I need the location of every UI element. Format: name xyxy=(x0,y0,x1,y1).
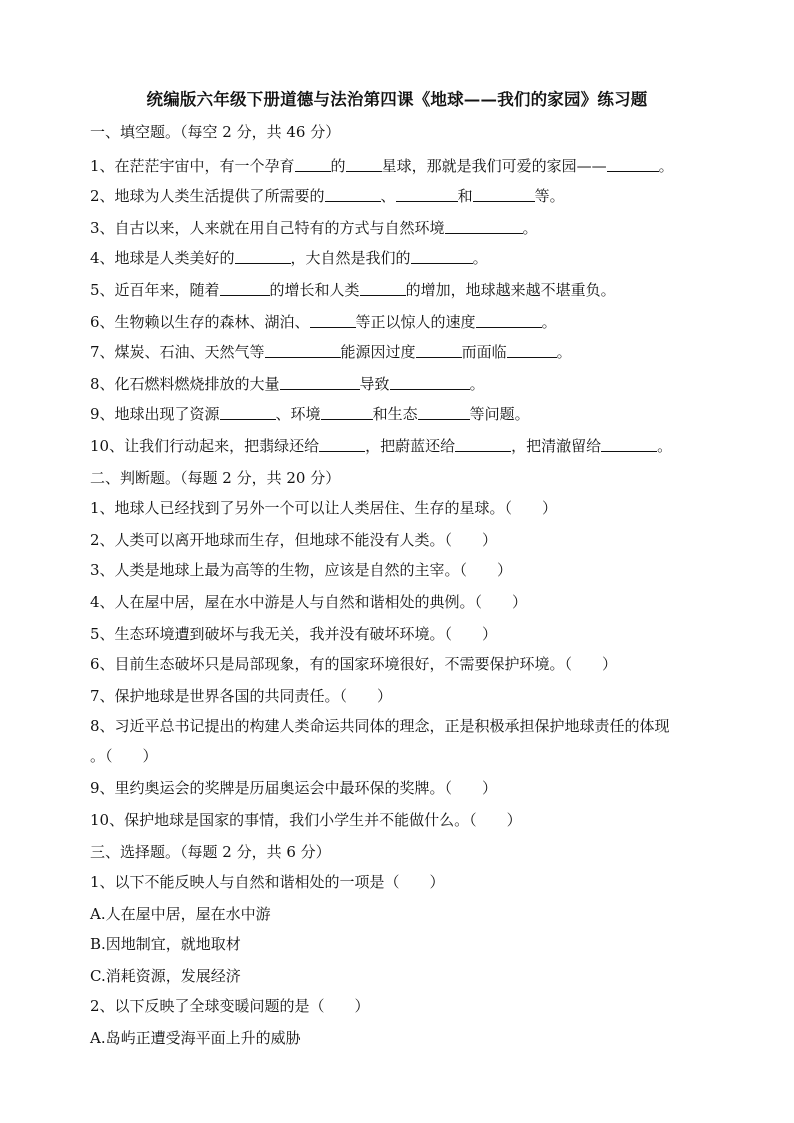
question-2-8: 8、习近平总书记提出的构建人类命运共同体的理念，正是积极承担保护地球责任的体现 xyxy=(90,717,670,735)
answer-blank[interactable] xyxy=(265,343,341,358)
answer-blank[interactable] xyxy=(607,157,659,172)
answer-blank[interactable] xyxy=(396,187,458,202)
question-2-1: 1、地球人已经找到了另外一个可以让人类居住、生存的星球。（ ） xyxy=(90,499,558,517)
section-heading-choice: 三、选择题。（每题 2 分，共 6 分） xyxy=(90,843,331,861)
answer-blank[interactable] xyxy=(360,281,406,296)
question-1-9: 9、地球出现了资源 、环境 和生态 等问题。 xyxy=(90,405,530,423)
answer-blank[interactable] xyxy=(235,249,291,264)
answer-blank[interactable] xyxy=(321,405,373,420)
question-1-8: 8、化石燃料燃烧排放的大量 导致 。 xyxy=(90,375,485,393)
question-2-8-cont: 。（ ） xyxy=(90,747,158,765)
question-1-2: 2、地球为人类生活提供了所需要的 、 和 等。 xyxy=(90,187,565,205)
answer-blank[interactable] xyxy=(295,157,331,172)
section-heading-fill-blank: 一、填空题。（每空 2 分，共 46 分） xyxy=(90,123,341,141)
answer-blank[interactable] xyxy=(346,157,382,172)
option-3-1-a: A.人在屋中居，屋在水中游 xyxy=(90,905,271,923)
question-1-1: 1、在茫茫宇宙中，有一个孕育 的 星球，那就是我们可爱的家园—— 。 xyxy=(90,157,674,175)
question-2-7: 7、保护地球是世界各国的共同责任。（ ） xyxy=(90,687,393,705)
option-3-1-b: B.因地制宜，就地取材 xyxy=(90,935,241,953)
answer-blank[interactable] xyxy=(601,437,657,452)
answer-blank[interactable] xyxy=(220,405,276,420)
question-2-3: 3、人类是地球上最为高等的生物，应该是自然的主宰。（ ） xyxy=(90,561,513,579)
answer-blank[interactable] xyxy=(418,405,470,420)
option-3-1-c: C.消耗资源，发展经济 xyxy=(90,967,241,985)
question-1-4: 4、地球是人类美好的 ，大自然是我们的 。 xyxy=(90,249,488,267)
answer-blank[interactable] xyxy=(220,281,270,296)
question-1-3: 3、自古以来，人来就在用自己特有的方式与自然环境 。 xyxy=(90,219,538,237)
question-2-4: 4、人在屋中居，屋在水中游是人与自然和谐相处的典例。（ ） xyxy=(90,593,528,611)
answer-blank[interactable] xyxy=(416,343,462,358)
question-2-2: 2、人类可以离开地球而生存，但地球不能没有人类。（ ） xyxy=(90,531,498,549)
answer-blank[interactable] xyxy=(455,437,511,452)
answer-blank[interactable] xyxy=(310,313,356,328)
answer-blank[interactable] xyxy=(445,219,523,234)
question-1-5: 5、近百年来，随着 的增长和人类 的增加，地球越来越不堪重负。 xyxy=(90,281,616,299)
question-2-9: 9、里约奥运会的奖牌是历届奥运会中最环保的奖牌。（ ） xyxy=(90,779,498,797)
option-3-2-a: A.岛屿正遭受海平面上升的威胁 xyxy=(90,1029,301,1047)
answer-blank[interactable] xyxy=(473,187,535,202)
answer-blank[interactable] xyxy=(325,187,381,202)
answer-blank[interactable] xyxy=(507,343,557,358)
answer-blank[interactable] xyxy=(390,375,470,390)
question-1-10: 10、让我们行动起来，把翡绿还给 ，把蔚蓝还给 ，把清澈留给 。 xyxy=(90,437,673,455)
question-3-2: 2、以下反映了全球变暖问题的是（ ） xyxy=(90,997,370,1015)
answer-blank[interactable] xyxy=(411,249,473,264)
question-2-6: 6、目前生态破坏只是局部现象，有的国家环境很好，不需要保护环境。（ ） xyxy=(90,655,618,673)
question-3-1: 1、以下不能反映人与自然和谐相处的一项是（ ） xyxy=(90,873,445,891)
answer-blank[interactable] xyxy=(319,437,365,452)
answer-blank[interactable] xyxy=(476,313,542,328)
question-2-5: 5、生态环境遭到破坏与我无关，我并没有破坏环境。（ ） xyxy=(90,625,498,643)
page-title: 统编版六年级下册道德与法治第四课《地球——我们的家园》练习题 xyxy=(146,90,648,109)
answer-blank[interactable] xyxy=(280,375,360,390)
question-1-6: 6、生物赖以生存的森林、湖泊、 等正以惊人的速度 。 xyxy=(90,313,557,331)
question-2-10: 10、保护地球是国家的事情，我们小学生并不能做什么。（ ） xyxy=(90,811,522,829)
question-1-7: 7、煤炭、石油、天然气等 能源因过度 而面临 。 xyxy=(90,343,572,361)
section-heading-true-false: 二、判断题。（每题 2 分，共 20 分） xyxy=(90,469,341,487)
